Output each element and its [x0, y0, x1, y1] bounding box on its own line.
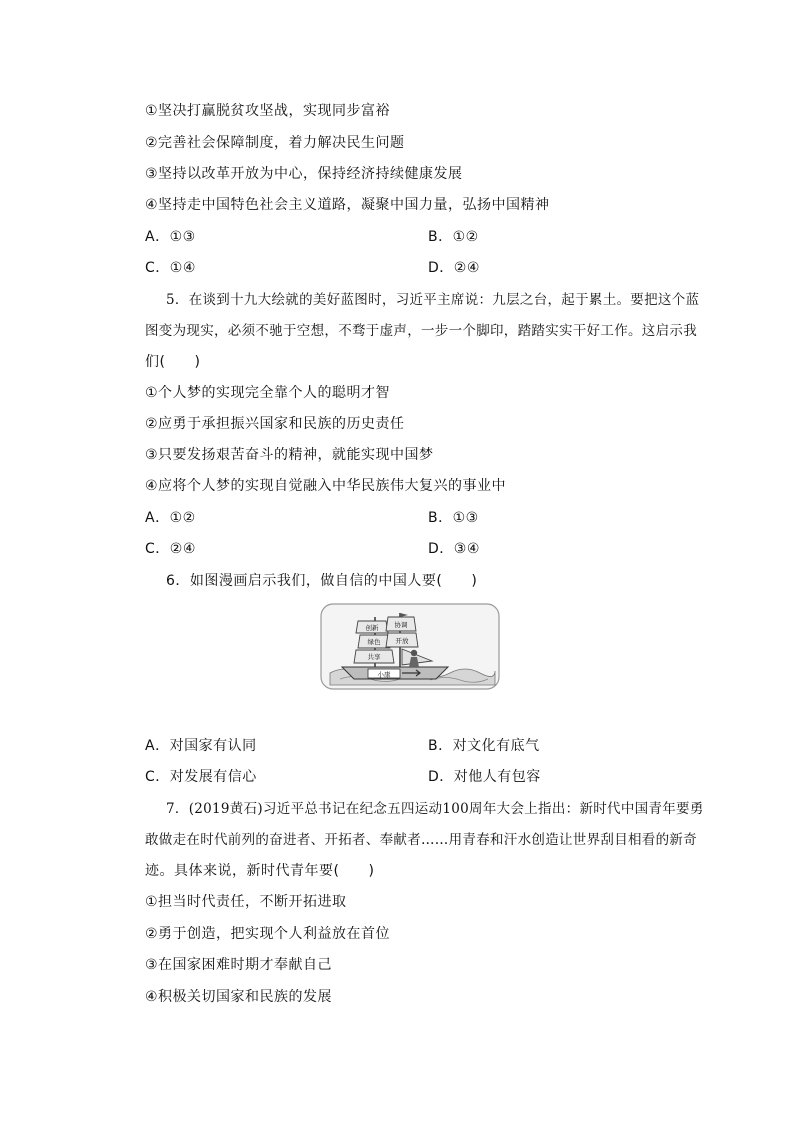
q7-stem-line-3: 迹。具体来说，新时代青年要( ) [145, 863, 375, 879]
q5-option-4: ④应将个人梦的实现自觉融入中华民族伟大复兴的事业中 [145, 478, 507, 494]
q5-stem-line-3: 们( ) [145, 354, 201, 370]
q4-option-4: ④坚持走中国特色社会主义道路，凝聚中国力量，弘扬中国精神 [145, 197, 550, 213]
q4-choice-b: B．①② [428, 229, 479, 245]
q5-stem-line-2: 图变为现实，必须不驰于空想，不骛于虚声，一步一个脚印，踏踏实实干好工作。这启示我 [145, 323, 697, 339]
sailboat-cartoon-figure [320, 603, 500, 690]
q4-option-3: ③坚持以改革开放为中心，保持经济持续健康发展 [145, 166, 463, 182]
q7-option-2: ②勇于创造，把实现个人利益放在首位 [145, 926, 391, 942]
q7-option-4: ④积极关切国家和民族的发展 [145, 989, 333, 1005]
q6-stem: 6．如图漫画启示我们，做自信的中国人要( ) [166, 573, 478, 589]
q7-stem-line-2: 敢做走在时代前列的奋进者、开拓者、奉献者……用青春和汗水创造让世界刮目相看的新奇 [145, 832, 697, 848]
q5-choice-d: D．③④ [428, 541, 480, 557]
q5-choice-b: B．①③ [428, 510, 479, 526]
sail-label-green: 绿色 [367, 638, 381, 646]
q7-option-1: ①担当时代责任，不断开拓进取 [145, 894, 347, 910]
hull-label: 小康 [377, 670, 391, 679]
q7-option-3: ③在国家困难时期才奉献自己 [145, 957, 333, 973]
q4-choice-d: D．②④ [428, 260, 480, 276]
q5-option-3: ③只要发扬艰苦奋斗的精神，就能实现中国梦 [145, 447, 434, 463]
q5-option-1: ①个人梦的实现完全靠个人的聪明才智 [145, 385, 391, 401]
q5-choice-c: C．②④ [145, 541, 196, 557]
q5-option-2: ②应勇于承担振兴国家和民族的历史责任 [145, 416, 405, 432]
q6-choice-a: A．对国家有认同 [145, 738, 257, 754]
person-head [411, 650, 417, 656]
sail-label-sharing: 共享 [367, 653, 381, 661]
q4-option-2: ②完善社会保障制度，着力解决民生问题 [145, 135, 405, 151]
q6-choice-b: B．对文化有底气 [428, 738, 540, 754]
q5-stem-line-1: 5．在谈到十九大绘就的美好蓝图时，习近平主席说：九层之台，起于累土。要把这个蓝 [166, 292, 700, 308]
q7-stem-line-1: 7．(2019黄石)习近平总书记在纪念五四运动100周年大会上指出：新时代中国青年要勇 [166, 801, 704, 817]
sailboat-cartoon [320, 603, 500, 690]
q4-choice-a: A．①③ [145, 229, 196, 245]
sail-label-coordination: 协调 [394, 621, 408, 629]
q5-choice-a: A．①② [145, 510, 196, 526]
q6-choice-c: C．对发展有信心 [145, 769, 257, 785]
q4-choice-c: C．①④ [145, 260, 196, 276]
sail-label-innovation: 创新 [365, 624, 379, 632]
sail-label-openness: 开放 [395, 637, 409, 645]
q4-option-1: ①坚决打赢脱贫攻坚战，实现同步富裕 [145, 103, 391, 119]
q6-choice-d: D．对他人有包容 [428, 769, 541, 785]
